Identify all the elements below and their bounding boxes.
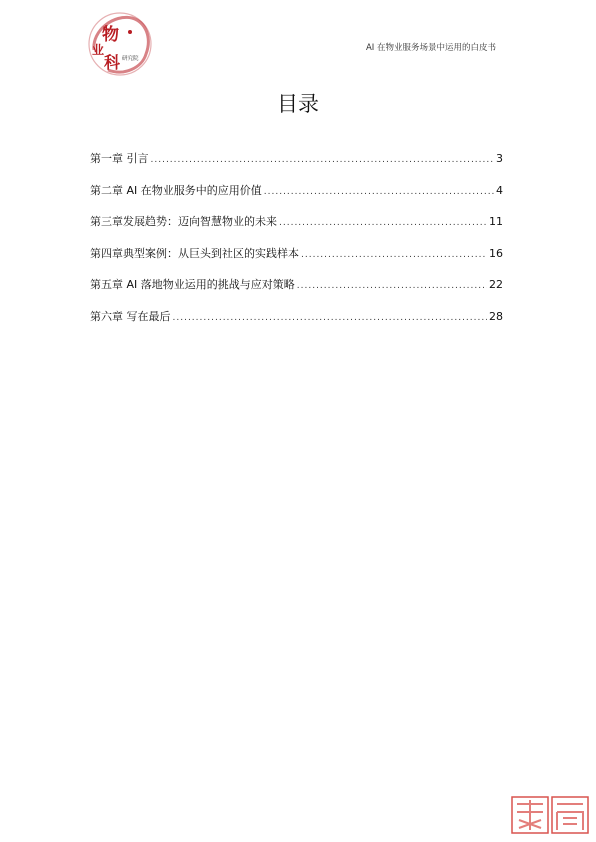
toc-leader-dots — [279, 218, 487, 228]
toc-entry-page: 4 — [496, 183, 503, 197]
toc-entry[interactable] — [90, 213, 503, 229]
header-title: AI 在物业服务场景中运用的白皮书 — [365, 43, 496, 53]
watermark-stamp — [511, 796, 589, 834]
stamp-icon — [511, 796, 589, 834]
toc-entry-label: 第三章发展趋势：迈向智慧物业的未来 — [90, 215, 277, 228]
toc-leader-dots — [173, 313, 488, 323]
toc-entry-label: 第二章 AI 在物业服务中的应用价值 — [90, 183, 262, 197]
toc-leader-dots — [297, 281, 487, 291]
toc-entry-page: 22 — [489, 278, 503, 291]
brand-seal-icon — [86, 10, 154, 78]
toc-entry[interactable] — [90, 150, 503, 166]
toc-title: 目录 — [277, 92, 319, 116]
toc-entry-page: 11 — [489, 215, 503, 228]
toc-entry-label: 第五章 AI 落地物业运用的挑战与应对策略 — [90, 278, 295, 291]
logo-char-2: 业 — [92, 43, 105, 57]
brand-logo — [86, 10, 154, 78]
toc-entry[interactable] — [90, 308, 503, 324]
toc-entry[interactable] — [90, 245, 503, 261]
toc-entry-page: 3 — [496, 152, 503, 165]
toc-entry-page: 28 — [489, 309, 503, 323]
toc-entry-label: 第六章 写在最后 — [90, 309, 171, 323]
toc-entry-label: 第一章 引言 — [90, 152, 149, 165]
logo-char-3: 科 — [104, 53, 121, 72]
logo-subtext: 研究院 — [122, 56, 139, 62]
toc-entry[interactable] — [90, 182, 503, 198]
toc-leader-dots — [301, 250, 487, 260]
logo-char-1: 物 — [102, 25, 119, 45]
toc-entry[interactable] — [90, 276, 503, 292]
table-of-contents — [90, 150, 503, 339]
toc-entry-label: 第四章典型案例：从巨头到社区的实践样本 — [90, 246, 299, 260]
toc-leader-dots — [151, 155, 495, 165]
toc-entry-page: 16 — [489, 246, 503, 260]
toc-leader-dots — [264, 187, 494, 197]
